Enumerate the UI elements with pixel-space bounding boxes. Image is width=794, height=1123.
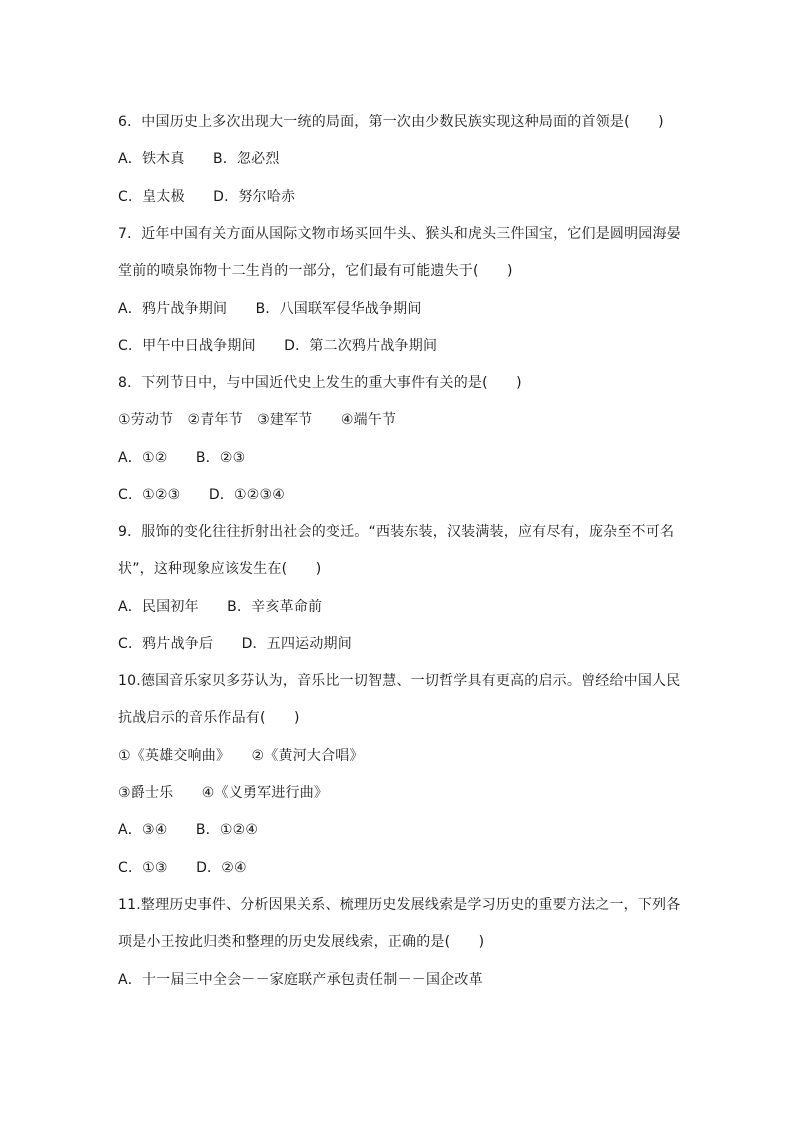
question-10-stem-line2: 抗战启示的音乐作品有( ) [118, 710, 300, 726]
question-11-option-a: A．十一届三中全会－－家庭联产承包责任制－－国企改革 [118, 972, 483, 988]
question-11-stem-line1: 11.整理历史事件、分析因果关系、梳理历史发展线索是学习历史的重要方法之一，下列各 [118, 897, 681, 913]
question-7-options-cd: C．甲午中日战争期间 D．第二次鸦片战争期间 [118, 338, 438, 354]
question-7-options-ab: A．鸦片战争期间 B．八国联军侵华战争期间 [118, 301, 422, 317]
question-9-options-ab: A．民国初年 B．辛亥革命前 [118, 599, 323, 615]
question-10-stem-line1: 10.德国音乐家贝多芬认为，音乐比一切智慧、一切哲学具有更高的启示。曾经给中国人民 [118, 673, 681, 689]
question-7-stem-line2: 堂前的喷泉饰物十二生肖的一部分，它们最有可能遗失于( ) [118, 263, 513, 279]
question-9-stem-line1: 9．服饰的变化往往折射出社会的变迁。“西装东装，汉装满装，应有尽有，庞杂至不可名 [118, 524, 675, 540]
question-11-stem-line2: 项是小王按此归类和整理的历史发展线索，正确的是( ) [118, 934, 485, 950]
question-6-options-ab: A．铁木真 B．忽必烈 [118, 151, 280, 167]
question-10-items-line2: ③爵士乐 ④《义勇军进行曲》 [118, 785, 329, 801]
question-10-options-ab: A．③④ B．①②④ [118, 822, 259, 838]
question-10-options-cd: C．①③ D．②④ [118, 860, 247, 876]
question-6-options-cd: C．皇太极 D．努尔哈赤 [118, 189, 296, 205]
question-9-options-cd: C．鸦片战争后 D．五四运动期间 [118, 636, 352, 652]
question-8-options-cd: C．①②③ D．①②③④ [118, 487, 286, 503]
question-10-items-line1: ①《英雄交响曲》 ②《黄河大合唱》 [118, 748, 364, 764]
question-8-items: ①劳动节 ②青年节 ③建军节 ④端午节 [118, 412, 397, 428]
question-8-stem: 8．下列节日中，与中国近代史上发生的重大事件有关的是( ) [118, 375, 522, 391]
question-8-options-ab: A．①② B．②③ [118, 450, 246, 466]
question-7-stem-line1: 7．近年中国有关方面从国际文物市场买回牛头、猴头和虎头三件国宝，它们是圆明园海晏 [118, 226, 681, 242]
question-6-stem: 6．中国历史上多次出现大一统的局面，第一次由少数民族实现这种局面的首领是( ) [118, 114, 664, 130]
question-9-stem-line2: 状”，这种现象应该发生在( ) [118, 561, 322, 577]
